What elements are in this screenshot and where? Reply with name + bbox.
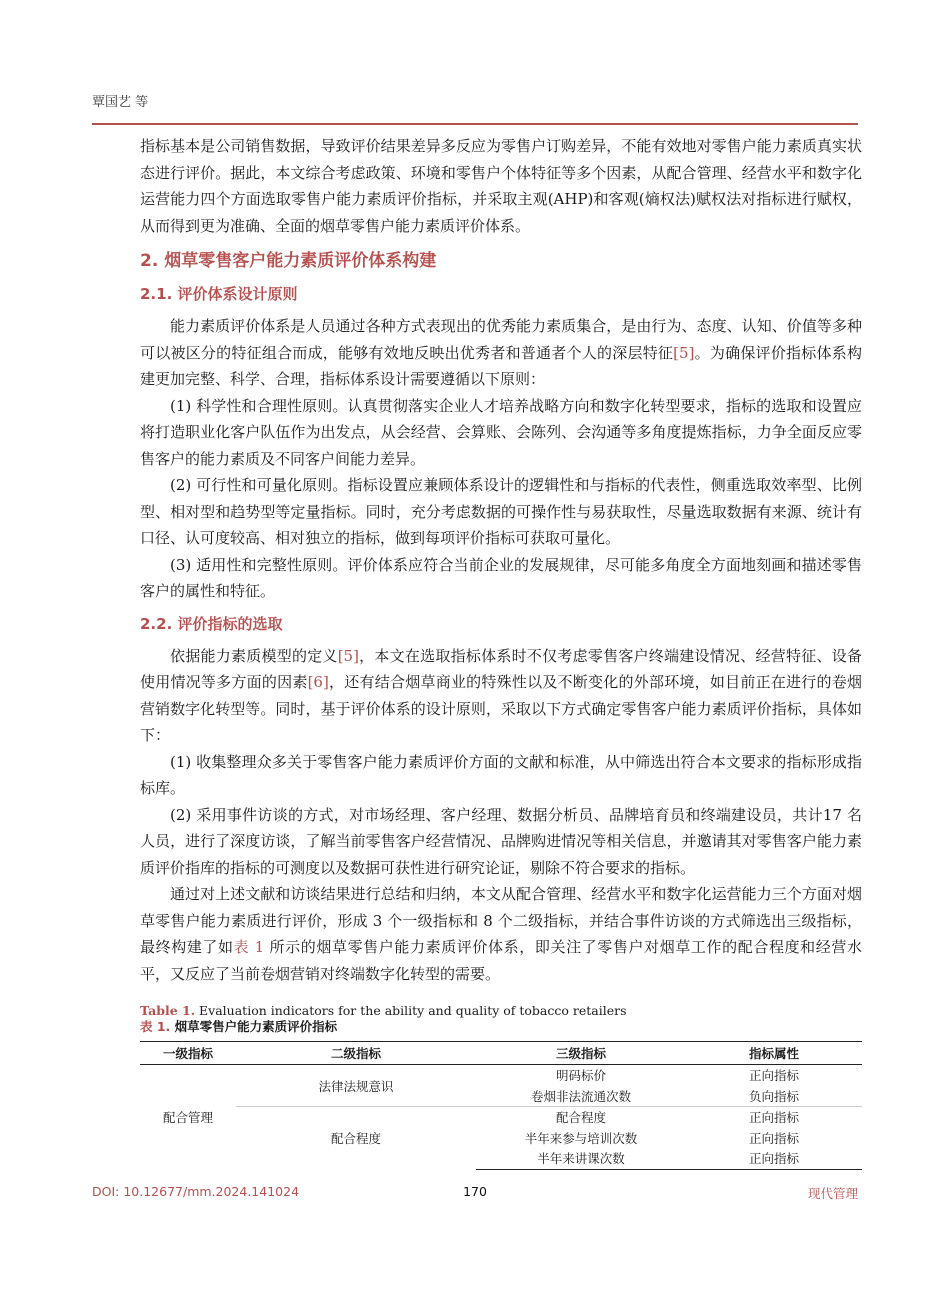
indicator-table [140, 1041, 862, 1170]
footer-page-number: 170 [463, 1184, 487, 1199]
intro-paragraph: 指标基本是公司销售数据，导致评价结果差异多反应为零售户订购差异，不能有效地对零售户能力素质真实状态进行评价。据此，本文综合考虑政策、环境和零售户个体特征等多个因素，从配合管理、经营水平和数字化运营能力四个方面选取零售户能力素质评价指标，并采取主观(AHP)和客观(熵权法)赋权法对指标进行赋权，从而得到更为准确、全面的烟草零售户能力素质评价体系。 [140, 137, 862, 235]
citation-link[interactable]: [5] [673, 343, 695, 362]
running-header-author: 覃国艺 等 [92, 95, 149, 110]
summary-paragraph [140, 881, 862, 987]
table-caption-zh [140, 1019, 862, 1035]
attribute-cell: 负向指标 [748, 1088, 799, 1104]
method-1: (1) 收集整理众多关于零售客户能力素质评价方面的文献和标准，从中筛选出符合本文要求的指标形成指标库。 [140, 752, 862, 797]
text-run: 。为确保评价指标体系构建更加完整、科学、合理，指标体系设计需要遵循以下原则： [140, 343, 862, 388]
attribute-cell: 正向指标 [748, 1068, 799, 1084]
text-run: 所示的烟草零售户能力素质评价体系，即关注了零售户对烟草工作的配合程度和经营水平，又反应了当前卷烟营销对终端数字化转型的需要。 [140, 938, 862, 983]
section-2-1-heading: 2.1. 评价体系设计原则 [140, 285, 298, 303]
footer-journal-name[interactable]: 现代管理 [807, 1186, 858, 1201]
text-run: 依据能力素质模型的定义 [170, 646, 338, 665]
text-run: 通过对上述文献和访谈结果进行总结和归纳，本文从配合管理、经营水平和数字化运营能力三个方面对烟草零售户能力素质进行评价，形成 3 个一级指标和 8 个二级指标，并结合事件访谈的方式筛选出三级指标，最终构建了如 [140, 885, 862, 956]
article-body [140, 133, 862, 1170]
header-level2: 二级指标 [236, 1042, 476, 1065]
table-row [140, 1065, 862, 1086]
level1-cell: 配合管理 [162, 1110, 213, 1125]
principle-1: (1) 科学性和合理性原则。认真贯彻落实企业人才培养战略方向和数字化转型要求，指标的选取和设置应将打造职业化客户队伍作为出发点，从会经营、会算账、会陈列、会沟通等多角度提炼指标，力争全面反应零售客户的能力素质及不同客户间能力差异。 [140, 396, 862, 468]
caption-text: Evaluation indicators for the ability and quality of tobacco retailers [195, 1003, 627, 1018]
method-2: (2) 采用事件访谈的方式，对市场经理、客户经理、数据分析员、品牌培育员和终端建设员，共计17 名人员，进行了深度访谈，了解当前零售客户经营情况、品牌购进情况等相关信息，并邀请其对零售客户能力素质评价指库的指标的可测度以及数据可获性进行研究论证，剔除不符合要求的指标。 [140, 805, 862, 877]
level2-cell: 配合程度 [236, 1107, 476, 1170]
section-2-2-paragraph-1 [140, 643, 862, 749]
header-level3: 三级指标 [476, 1042, 686, 1065]
attribute-cell: 正向指标 [748, 1130, 799, 1146]
citation-link[interactable]: [5] [337, 646, 359, 665]
attribute-cell: 正向指标 [686, 1107, 862, 1128]
citation-link[interactable]: [6] [307, 673, 329, 691]
section-2-2-heading: 2.2. 评价指标的选取 [140, 614, 283, 633]
level3-cell: 卷烟非法流通次数 [530, 1088, 631, 1104]
table-row [140, 1107, 862, 1128]
section-2-heading: 2. 烟草零售客户能力素质评价体系构建 [140, 251, 437, 271]
text-run: 能力素质评价体系是人员通过各种方式表现出的优秀能力素质集合，是由行为、态度、认知、价值等多种可以被区分的特征组合而成，能够有效地反映出优秀者和普通者个人的深层特征 [140, 317, 862, 362]
attribute-cell: 正向指标 [686, 1148, 862, 1169]
level2-cell: 法律法规意识 [318, 1078, 394, 1094]
text-run: ，本文在选取指标体系时不仅考虑零售客户终端建设情况、经营特征、设备使用情况等多方面的因素 [140, 646, 862, 691]
text-run: ，还有结合烟草商业的特殊性以及不断变化的外部环境，如目前正在进行的卷烟营销数字化转型等。同时，基于评价体系的设计原则，采取以下方式确定零售客户能力素质评价指标，具体如下： [140, 673, 862, 744]
table-header-row [140, 1042, 862, 1065]
principle-2: (2) 可行性和可量化原则。指标设置应兼顾体系设计的逻辑性和与指标的代表性，侧重选取效率型、比例型、相对型和趋势型等定量指标。同时，充分考虑数据的可操作性与易获取性，尽量选取数据有来源、统计有口径、认可度较高、相对独立的指标，做到每项评价指标可获取可量化。 [140, 476, 862, 547]
principle-3: (3) 适用性和完整性原则。评价体系应符合当前企业的发展规律，尽可能多角度全方面地刻画和描述零售客户的属性和特征。 [140, 555, 862, 600]
section-2-1-paragraph-1 [140, 313, 862, 393]
table-caption-en [140, 1003, 862, 1019]
table-caption [140, 1003, 862, 1035]
header-level1: 一级指标 [140, 1042, 236, 1065]
caption-label: 表 1. [140, 1019, 171, 1034]
table-reference-link[interactable]: 表 1 [233, 938, 265, 956]
caption-label: Table 1. [140, 1003, 196, 1018]
level3-cell: 配合程度 [476, 1107, 686, 1128]
caption-text: 烟草零售户能力素质评价指标 [170, 1019, 338, 1034]
level3-cell: 半年来参与培训次数 [524, 1130, 638, 1146]
level3-cell: 明码标价 [555, 1068, 606, 1084]
header-divider [92, 123, 858, 125]
level3-cell: 半年来讲课次数 [476, 1148, 686, 1169]
header-attribute: 指标属性 [686, 1042, 862, 1065]
footer-doi[interactable]: DOI: 10.12677/mm.2024.141024 [92, 1184, 300, 1199]
